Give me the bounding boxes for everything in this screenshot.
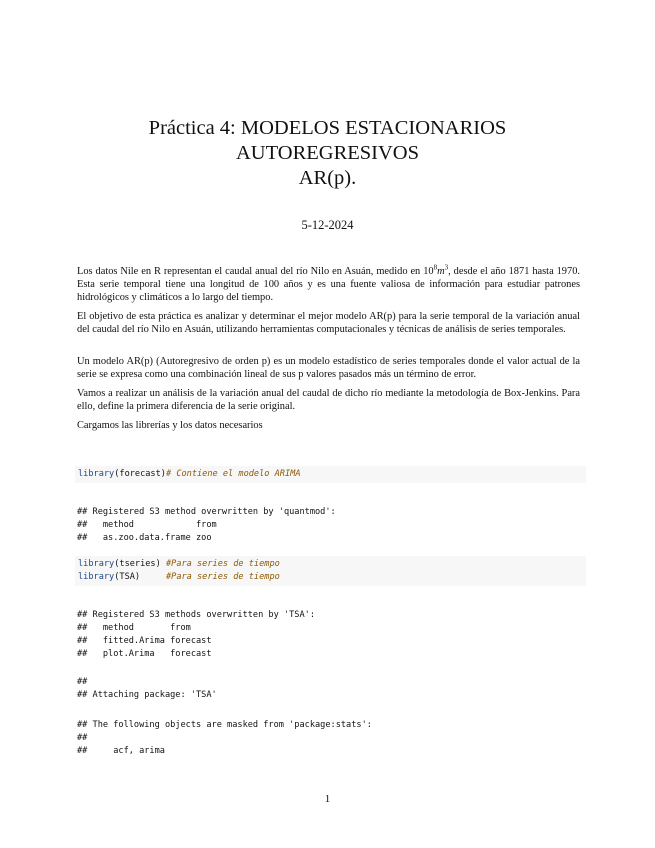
document-title xyxy=(60,116,595,191)
exponent-8: 8 xyxy=(433,263,438,272)
code-keyword: library xyxy=(78,559,115,569)
exponent-3: 3 xyxy=(444,263,449,272)
code-comment: #Para series de tiempo xyxy=(165,572,280,582)
code-block-forecast xyxy=(75,466,586,483)
paragraph-ar-definition: Un modelo AR(p) (Autoregresivo de orden p) es un modelo estadístico de series temporales donde el valor actual de la serie se expresa como una combinación lineal de sus p valores pasados más un término de error. xyxy=(77,356,580,380)
paragraph-intro xyxy=(77,265,580,304)
page-number: 1 xyxy=(324,793,331,805)
code-keyword: library xyxy=(78,572,115,582)
output-line: ## fitted.Arima forecast xyxy=(77,636,212,646)
output-block-attaching xyxy=(77,676,580,702)
output-line: ## method from xyxy=(77,520,217,530)
output-line: ## method from xyxy=(77,623,191,633)
code-line xyxy=(78,571,583,584)
code-argument: (TSA) xyxy=(114,572,166,582)
paragraph-objective: El objetivo de esta práctica es analizar y determinar el mejor modelo AR(p) para la serie temporal de la variación anual del caudal del río Nilo en Asuán, utilizando herramientas computacionales y técnicas de análisis de series temporales. xyxy=(77,311,580,335)
output-line: ## xyxy=(77,733,88,743)
output-line: ## xyxy=(77,677,88,687)
output-block-tsa-methods xyxy=(77,609,580,661)
paragraph-method: Vamos a realizar un análisis de la variación anual del caudal de dicho río mediante la metodología de Box-Jenkins. Para ello, define la primera diferencia de la serie original. xyxy=(77,388,580,412)
output-line: ## Attaching package: 'TSA' xyxy=(77,690,217,700)
paragraph-intro-c: , desde el año 1871 hasta 1970. Esta serie temporal tiene una longitud de 100 años y es una fuente valiosa de información para estudiar patrones hidrológicos y climáticos a lo largo del tiempo. xyxy=(77,266,580,303)
output-line: ## plot.Arima forecast xyxy=(77,649,212,659)
output-block-quantmod xyxy=(77,506,580,545)
code-block-tseries-tsa xyxy=(75,556,586,586)
output-line: ## Registered S3 method overwritten by 'quantmod': xyxy=(77,507,336,517)
title-line-2: AR(p). xyxy=(298,167,357,189)
output-line: ## The following objects are masked from 'package:stats': xyxy=(77,720,372,730)
unit-m: m xyxy=(437,266,445,277)
code-argument: (tseries) xyxy=(114,559,166,569)
title-line-1: Práctica 4: MODELOS ESTACIONARIOS AUTOREGRESIVOS xyxy=(148,117,507,164)
output-line: ## Registered S3 methods overwritten by 'TSA': xyxy=(77,610,315,620)
document-date: 5-12-2024 xyxy=(301,218,354,232)
code-argument: (forecast) xyxy=(114,469,166,479)
paragraph-load: Cargamos las librerías y los datos necesarios xyxy=(77,420,263,431)
paragraph-intro-a: Los datos Nile en R representan el caudal anual del río Nilo en Asuán, medido en 10 xyxy=(77,266,434,277)
code-comment: # Contiene el modelo ARIMA xyxy=(165,469,301,479)
code-line xyxy=(78,558,583,571)
output-block-masked xyxy=(77,719,580,758)
output-line: ## as.zoo.data.frame zoo xyxy=(77,533,212,543)
code-comment: #Para series de tiempo xyxy=(165,559,280,569)
output-line: ## acf, arima xyxy=(77,746,165,756)
code-keyword: library xyxy=(78,469,115,479)
